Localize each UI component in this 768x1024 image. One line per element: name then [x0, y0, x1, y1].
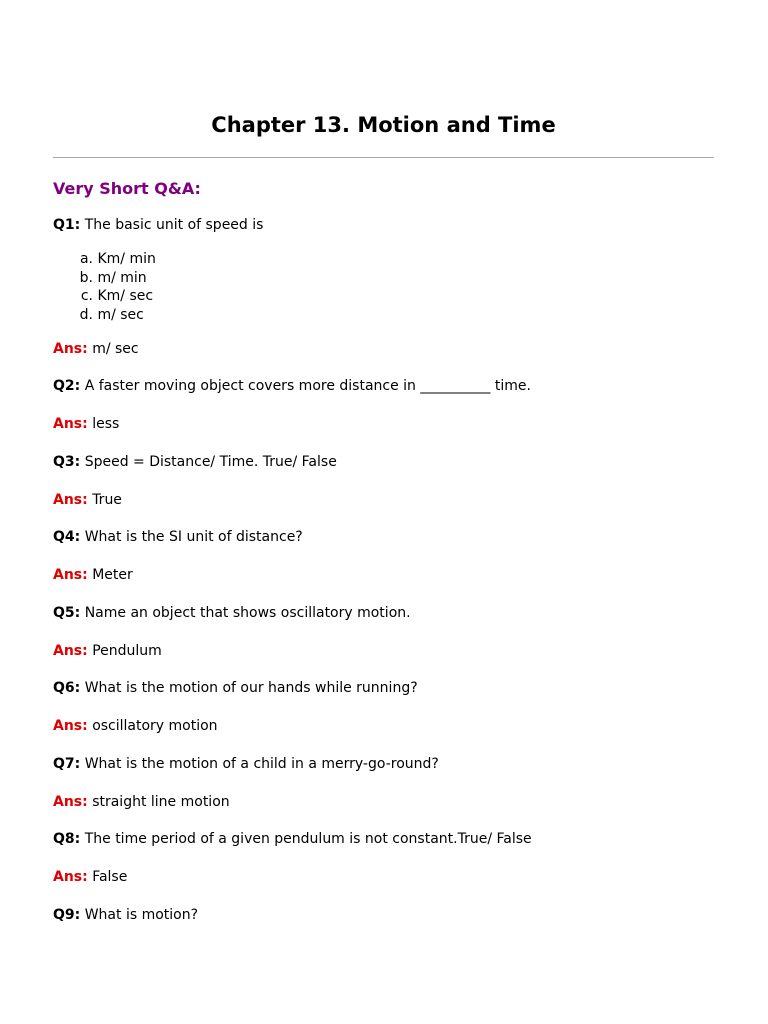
question-label: Q8:	[53, 831, 81, 847]
question-label: Q7:	[53, 756, 81, 772]
question-text: What is motion?	[84, 907, 199, 923]
question-text: A faster moving object covers more distance in __________ time.	[84, 378, 531, 394]
question-label: Q1:	[53, 217, 81, 233]
answer-label: Ans:	[53, 492, 88, 508]
answer-3	[53, 491, 122, 509]
option-text: Km/ sec	[97, 288, 154, 305]
question-text: Speed = Distance/ Time. True/ False	[84, 454, 337, 470]
title-divider	[53, 157, 714, 158]
answer-text: less	[92, 416, 120, 432]
answer-label: Ans:	[53, 416, 88, 432]
option-b	[75, 269, 156, 288]
answer-1	[53, 340, 139, 358]
answer-4	[53, 566, 133, 584]
answer-7	[53, 793, 230, 811]
question-7	[53, 755, 439, 773]
answer-label: Ans:	[53, 869, 88, 885]
option-a	[75, 250, 156, 269]
question-text: What is the motion of a child in a merry-go-round?	[84, 756, 439, 772]
answer-label: Ans:	[53, 794, 88, 810]
question-text: What is the SI unit of distance?	[84, 529, 303, 545]
answer-2	[53, 415, 119, 433]
question-1	[53, 216, 263, 234]
question-label: Q6:	[53, 680, 81, 696]
answer-text: True	[92, 492, 122, 508]
question-8	[53, 830, 532, 848]
answer-label: Ans:	[53, 341, 88, 357]
question-text: The time period of a given pendulum is not constant.True/ False	[84, 831, 532, 847]
answer-text: straight line motion	[92, 794, 230, 810]
answer-5	[53, 642, 162, 660]
answer-6	[53, 717, 218, 735]
answer-text: oscillatory motion	[92, 718, 218, 734]
page-title: Chapter 13. Motion and Time	[211, 113, 556, 137]
answer-8	[53, 868, 127, 886]
answer-text: Pendulum	[92, 643, 162, 659]
answer-text: False	[92, 869, 128, 885]
question-4	[53, 528, 303, 546]
question-text: The basic unit of speed is	[84, 217, 264, 233]
section-heading: Very Short Q&A:	[53, 179, 201, 198]
question-label: Q9:	[53, 907, 81, 923]
option-letter: c.	[80, 288, 93, 305]
option-d	[75, 306, 156, 325]
answer-options	[75, 250, 156, 325]
question-2	[53, 377, 531, 395]
question-text: What is the motion of our hands while running?	[84, 680, 418, 696]
question-label: Q4:	[53, 529, 81, 545]
question-text: Name an object that shows oscillatory motion.	[84, 605, 411, 621]
question-label: Q3:	[53, 454, 81, 470]
question-6	[53, 679, 418, 697]
option-c	[75, 287, 156, 306]
option-text: m/ min	[97, 269, 147, 286]
option-text: m/ sec	[97, 307, 144, 324]
answer-text: Meter	[92, 567, 133, 583]
answer-label: Ans:	[53, 643, 88, 659]
question-label: Q5:	[53, 605, 81, 621]
question-3	[53, 453, 337, 471]
option-text: Km/ min	[97, 251, 156, 267]
question-9	[53, 906, 198, 924]
answer-label: Ans:	[53, 718, 88, 734]
option-letter: a.	[79, 251, 93, 267]
answer-label: Ans:	[53, 567, 88, 583]
question-5	[53, 604, 411, 622]
question-label: Q2:	[53, 378, 81, 394]
option-letter: d.	[79, 307, 93, 324]
answer-text: m/ sec	[92, 341, 139, 357]
option-letter: b.	[79, 269, 93, 286]
